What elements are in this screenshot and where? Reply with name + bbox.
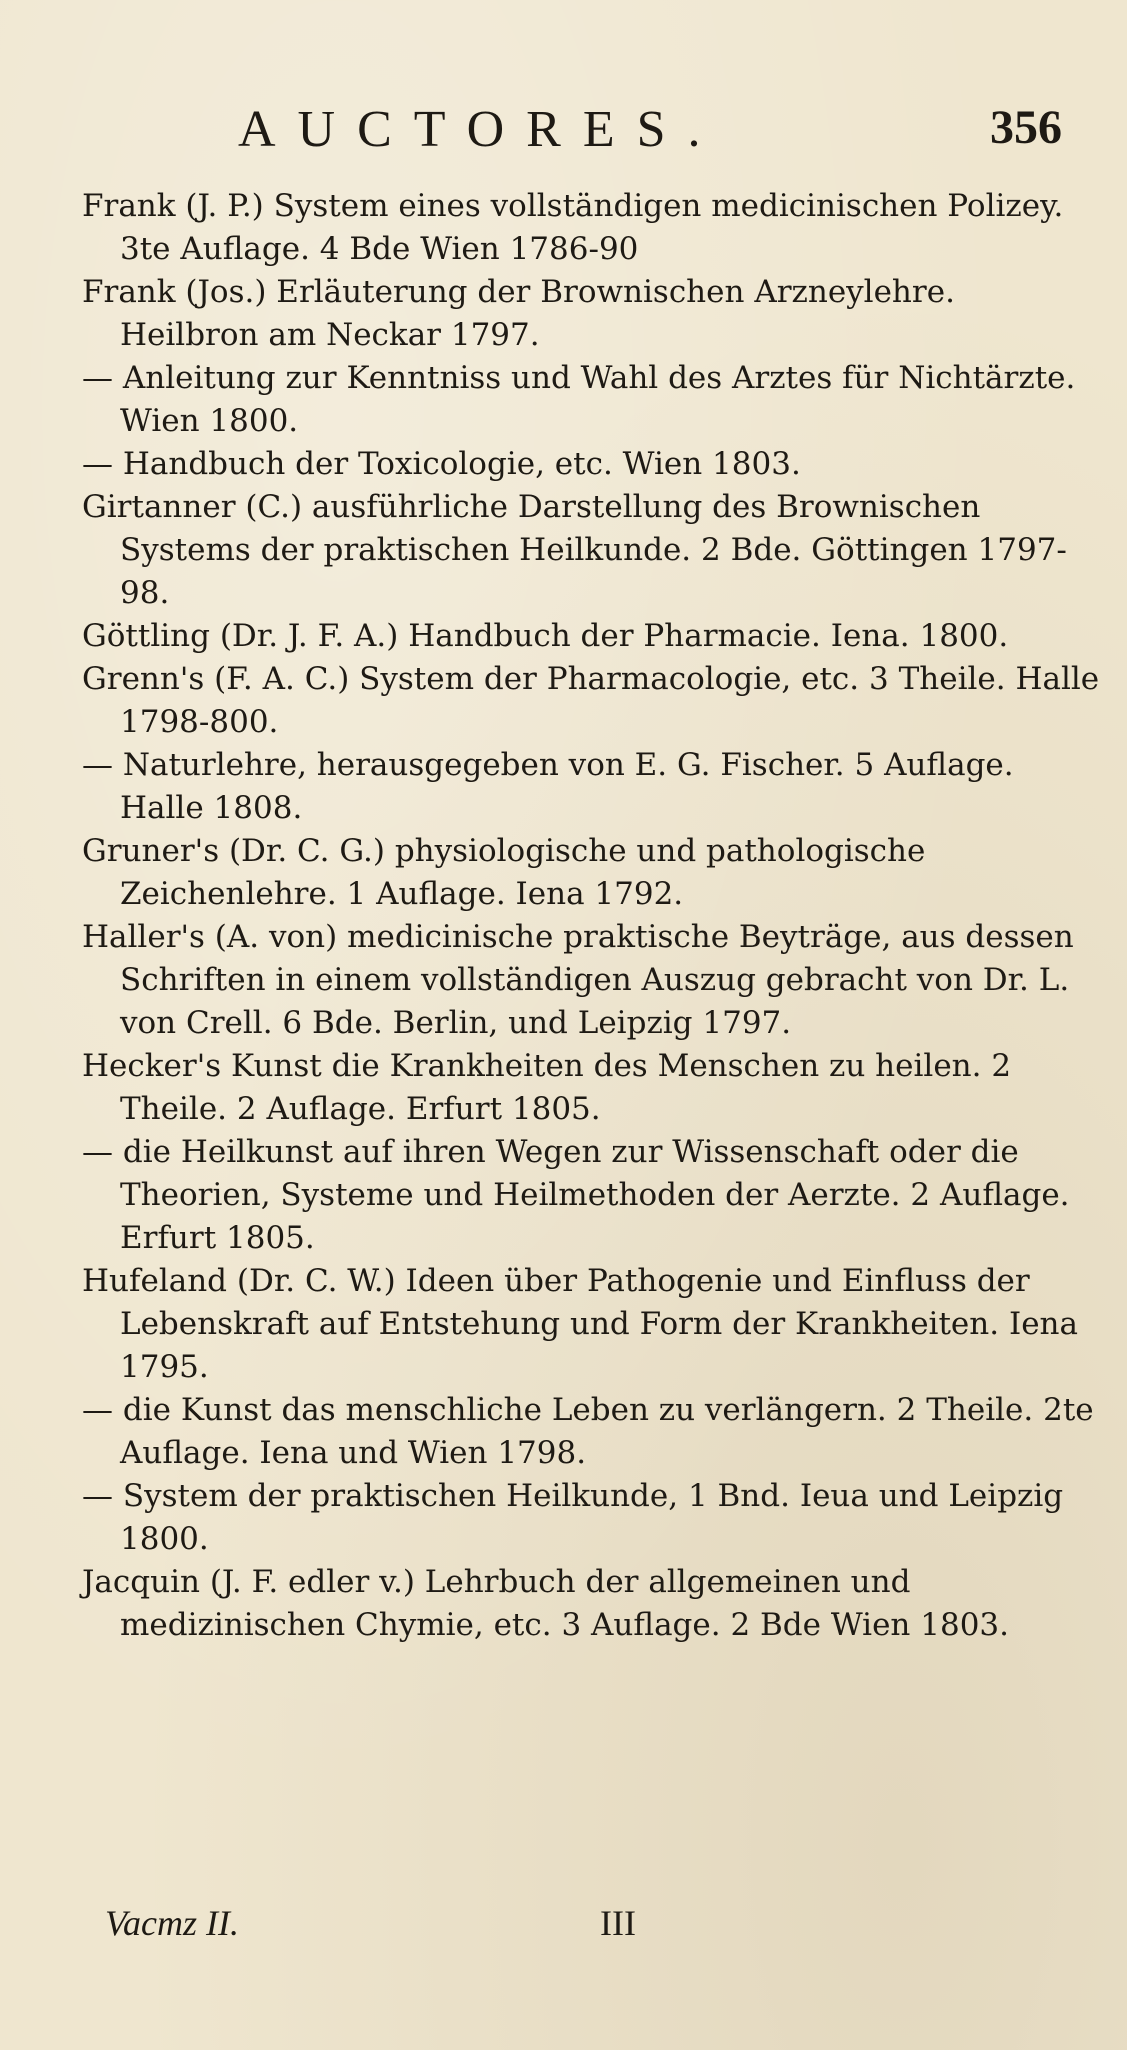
bibliography-entry: Grenn's (F. A. C.) System der Pharmacologie, etc. 3 Theile. Halle 1798-800.	[82, 661, 1100, 740]
page-number: 356	[990, 101, 1062, 154]
bibliography-entry: Haller's (A. von) medicinische praktische Beyträge, aus dessen Schriften in einem vollständigen Auszug gebracht von Dr. L. von Crell. 6 Bde. Berlin, und Leipzig 1797.	[82, 919, 1074, 1041]
bibliography-entry: Hecker's Kunst die Krankheiten des Menschen zu heilen. 2 Theile. 2 Auflage. Erfurt 1805.	[82, 1048, 1012, 1127]
bibliography-entry: Göttling (Dr. J. F. A.) Handbuch der Pharmacie. Iena. 1800.	[82, 618, 1009, 654]
bibliography-entry: Girtanner (C.) ausführliche Darstellung des Brownischen Systems der praktischen Heilkunde. 2 Bde. Göttingen 1797-98.	[82, 489, 1067, 611]
signature-mark: Vacmz II.	[105, 1903, 239, 1943]
page-footer	[0, 1902, 1127, 1952]
bibliography-entry: Jacquin (J. F. edler v.) Lehrbuch der allgemeinen und medizinischen Chymie, etc. 3 Auflage. 2 Bde Wien 1803.	[82, 1564, 1009, 1643]
running-head: AUCTORES.	[238, 101, 723, 158]
bibliography-entry: Frank (J. P.) System eines vollständigen medicinischen Polizey. 3te Auflage. 4 Bde Wien 1786-90	[82, 188, 1064, 267]
bibliography-entry: — die Heilkunst auf ihren Wegen zur Wissenschaft oder die Theorien, Systeme und Heilmethoden der Aerzte. 2 Auflage. Erfurt 1805.	[82, 1134, 1070, 1256]
page-header	[0, 100, 1127, 170]
bibliography-entry: — die Kunst das menschliche Leben zu verlängern. 2 Theile. 2te Auflage. Iena und Wien 1798.	[82, 1392, 1094, 1471]
bibliography-entry: — Anleitung zur Kenntniss und Wahl des Arztes für Nichtärzte. Wien 1800.	[82, 360, 1076, 439]
gathering-mark: III	[600, 1903, 636, 1943]
bibliography-entry: Gruner's (Dr. C. G.) physiologische und pathologische Zeichenlehre. 1 Auflage. Iena 1792.	[82, 833, 926, 912]
bibliography-entry: Frank (Jos.) Erläuterung der Brownischen Arzneylehre. Heilbron am Neckar 1797.	[82, 274, 955, 353]
bibliography-entry: — Naturlehre, herausgegeben von E. G. Fischer. 5 Auflage. Halle 1808.	[82, 747, 1014, 826]
bibliography-entry: — System der praktischen Heilkunde, 1 Bnd. Ieua und Leipzig 1800.	[82, 1478, 1064, 1557]
bibliography-entry: — Handbuch der Toxicologie, etc. Wien 1803.	[82, 446, 801, 482]
bibliography-list	[82, 185, 1102, 1647]
bibliography-entry: Hufeland (Dr. C. W.) Ideen über Pathogenie und Einfluss der Lebenskraft auf Entstehung und Form der Krankheiten. Iena 1795.	[82, 1263, 1078, 1385]
